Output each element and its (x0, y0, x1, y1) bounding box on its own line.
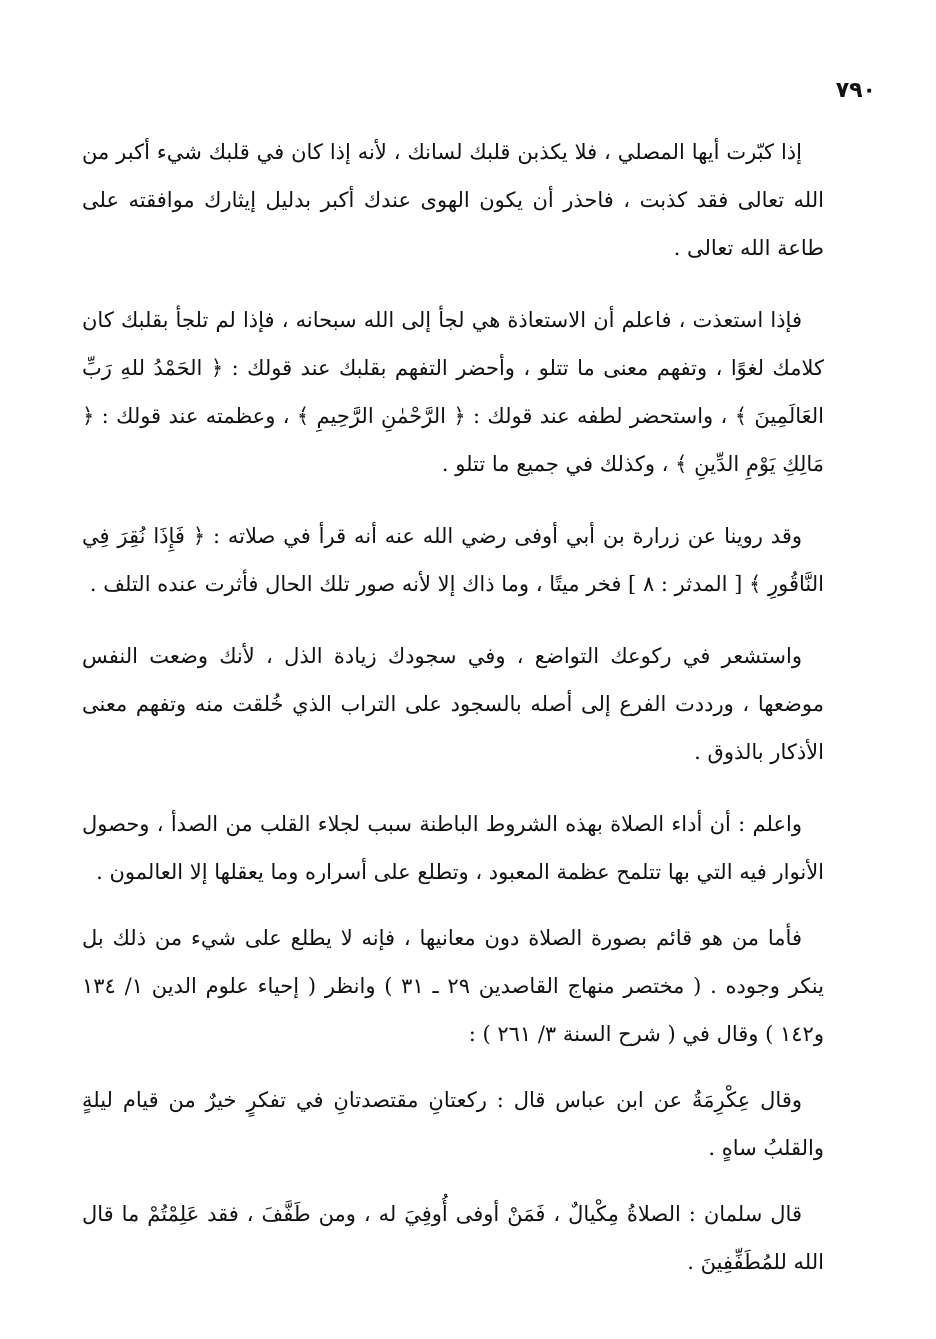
paragraph-outer-form: فأما من هو قائم بصورة الصلاة دون معانيها ، فإنه لا يطلع على شيء من ذلك بل ينكر وجوده . ( مختصر منهاج القاصدين ٢٩ ـ ٣١ ) وانظر ( إحياء علوم الدين ١/ ١٣٤ و١٤٢ ) وقال في ( شرح السنة ٣/ ٢٦١ ) : (82, 926, 824, 1046)
paragraph-ruku-sujud: واستشعر في ركوعك التواضع ، وفي سجودك زيادة الذل ، لأنك وضعت النفس موضعها ، ورددت الفرع إلى أصله بالسجود على التراب الذي خُلقت منه وتفهم معنى الأذكار بالذوق . (82, 644, 824, 764)
page-body (82, 128, 824, 1304)
paragraph-isti3adha: فإذا استعذت ، فاعلم أن الاستعاذة هي لجأ إلى الله سبحانه ، فإذا لم تلجأ بقلبك كان كلامك لغوًا ، وتفهم معنى ما تتلو ، وأحضر التفهم بقلبك عند قولك : ﴿ الحَمْدُ للهِ رَبِّ العَالَمِينَ ﴾ ، واستحضر لطفه عند قولك : ﴿ الرَّحْمٰنِ الرَّحِيمِ ﴾ ، وعظمته عند قولك : ﴿ مَالِكِ يَوْمِ الدِّينِ ﴾ ، وكذلك في جميع ما تتلو . (82, 308, 824, 476)
paragraph-salman: قال سلمان : الصلاةُ مِكْيالٌ ، فَمَنْ أوفى أُوفِيَ له ، ومن طَفَّفَ ، فقد عَلِمْتُمْ ما قال الله للمُطَفِّفِينَ . (82, 1202, 824, 1274)
page-number: ٧٩٠ (835, 78, 876, 103)
paragraph-ikrimah: وقال عِكْرِمَةُ عن ابن عباس قال : ركعتانِ مقتصدتانِ في تفكرٍ خيرٌ من قيام ليلةٍ والقلبُ ساهٍ . (82, 1088, 824, 1160)
paragraph-inner-conditions: واعلم : أن أداء الصلاة بهذه الشروط الباطنة سبب لجلاء القلب من الصدأ ، وحصول الأنوار فيه التي بها تتلمح عظمة المعبود ، وتطلع على أسراره وما يعقلها إلا العالمون . (82, 812, 824, 884)
paragraph-takbir: إذا كبّرت أيها المصلي ، فلا يكذبن قلبك لسانك ، لأنه إذا كان في قلبك شيء أكبر من الله تعالى فقد كذبت ، فاحذر أن يكون الهوى عندك أكبر بدليل إيثارك موافقته على طاعة الله تعالى . (82, 140, 824, 260)
paragraph-zurarah: وقد روينا عن زرارة بن أبي أوفى رضي الله عنه أنه قرأ في صلاته : ﴿ فَإِذَا نُقِرَ فِي النَّاقُورِ ﴾ [ المدثر : ٨ ] فخر ميتًا ، وما ذاك إلا لأنه صور تلك الحال فأثرت عنده التلف . (82, 524, 824, 596)
